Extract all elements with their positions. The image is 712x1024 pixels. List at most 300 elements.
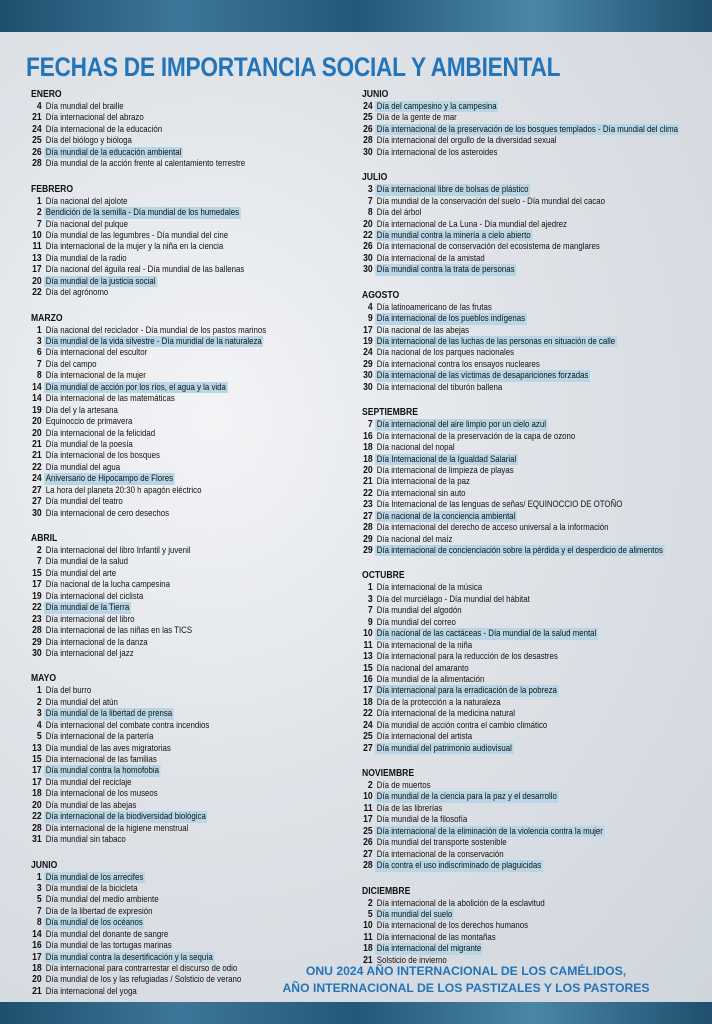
highlighted-date-entry: [31, 382, 391, 393]
date-entry: [362, 731, 712, 742]
month-block: [31, 672, 391, 845]
highlighted-date-entry: [31, 473, 391, 484]
date-entry: [31, 637, 391, 648]
entry-name: Día internacional de la eliminación de la violencia contra la mujer: [376, 825, 603, 837]
entry-day: 7: [36, 555, 42, 568]
entry-day: 11: [363, 638, 373, 651]
month-block: [31, 532, 391, 659]
date-entry: [362, 347, 712, 358]
date-entry: [31, 906, 391, 917]
date-entry: [31, 894, 391, 905]
entry-day: 11: [363, 801, 373, 814]
footer-note: [256, 963, 676, 997]
entry-name: Día mundial contra la desertificación y la sequía: [45, 951, 213, 963]
top-decorative-band: [0, 0, 712, 32]
entry-day: 19: [32, 403, 42, 416]
entry-day: 15: [32, 753, 42, 765]
date-entry: [31, 929, 391, 940]
entry-day: 14: [32, 392, 42, 405]
entry-day: 4: [36, 718, 42, 731]
entry-day: 17: [32, 764, 42, 777]
month-heading: ABRIL: [31, 532, 58, 544]
entry-day: 7: [367, 604, 373, 617]
entry-name: Día del campo: [45, 358, 97, 370]
entry-day: 20: [32, 415, 42, 428]
entry-day: 27: [363, 847, 373, 860]
date-entry: [362, 442, 712, 453]
highlighted-date-entry: [31, 765, 391, 776]
date-entry: [31, 347, 391, 358]
entry-day: 17: [363, 323, 373, 336]
highlighted-date-entry: [362, 511, 712, 522]
entry-name: Día mundial de acción contra el cambio climático: [376, 719, 548, 731]
entry-day: 10: [363, 919, 373, 932]
entry-day: 27: [363, 509, 373, 522]
entry-name: Día internacional de la preservación de los bosques templados - Día mundial del clima: [376, 123, 679, 135]
highlighted-date-entry: [362, 454, 712, 465]
entry-day: 22: [32, 460, 42, 473]
date-entry: [31, 743, 391, 754]
entry-day: 1: [36, 323, 42, 336]
entry-day: 7: [367, 418, 373, 431]
date-entry: [362, 196, 712, 207]
date-entry: [31, 485, 391, 496]
entry-day: 27: [32, 495, 42, 508]
month-block: [362, 885, 712, 967]
date-entry: [362, 780, 712, 791]
entry-name: Día nacional del nopal: [376, 442, 455, 454]
date-entry: [31, 625, 391, 636]
date-entry: [362, 382, 712, 393]
entry-name: Día internacional del jazz: [45, 647, 134, 659]
date-entry: [362, 219, 712, 230]
entry-day: 8: [36, 916, 42, 929]
highlighted-date-entry: [31, 336, 391, 347]
entry-day: 26: [363, 122, 373, 135]
entry-day: 1: [367, 581, 373, 594]
date-entry: [31, 124, 391, 135]
entry-day: 18: [32, 962, 42, 974]
date-entry: [362, 302, 712, 313]
entry-name: Bendición de la semilla - Día mundial de los humedales: [45, 207, 240, 219]
entry-day: 26: [363, 836, 373, 849]
entry-name: Día internacional de la biodiversidad biológica: [45, 811, 206, 823]
entry-name: Día latinoamericano de las frutas: [376, 301, 492, 313]
entry-day: 10: [32, 228, 42, 241]
date-entry: [362, 476, 712, 487]
highlighted-date-entry: [362, 628, 712, 639]
bottom-decorative-band: [0, 1002, 712, 1024]
highlighted-date-entry: [31, 708, 391, 719]
entry-day: 8: [367, 206, 373, 219]
date-entry: [362, 617, 712, 628]
month-block: [31, 183, 391, 299]
date-entry: [31, 545, 391, 556]
entry-day: 17: [32, 950, 42, 963]
date-entry: [362, 135, 712, 146]
entry-name: Día internacional del migrante: [376, 943, 482, 955]
entry-name: Día mundial contra la homofobia: [45, 765, 160, 777]
entry-day: 18: [363, 452, 373, 465]
entry-name: Día mundial de la bicicleta: [45, 882, 138, 894]
entry-name: Día internacional de los pueblos indígenas: [376, 313, 526, 325]
entry-name: Solsticio de invierno: [376, 954, 447, 966]
entry-day: 24: [32, 122, 42, 135]
month-heading: MARZO: [31, 311, 63, 324]
entry-name: Día internacional de La Luna - Día mundial del ajedrez: [376, 218, 567, 230]
entry-name: Día nacional de las abejas: [376, 324, 470, 336]
entry-name: Día nacional del reciclador - Día mundial de los pastos marinos: [45, 324, 267, 336]
entry-day: 30: [32, 506, 42, 519]
entry-day: 20: [363, 217, 373, 230]
entry-day: 20: [32, 973, 42, 986]
entry-day: 24: [32, 472, 42, 485]
entry-day: 30: [363, 145, 373, 158]
date-entry: [31, 405, 391, 416]
month-block: [362, 289, 712, 394]
entry-name: Día mundial de los océanos: [45, 917, 143, 929]
entry-name: Día mundial del suelo: [376, 908, 453, 920]
month-block: [362, 171, 712, 276]
entry-day: 22: [32, 810, 42, 823]
entry-name: Día internacional de la conservación: [376, 848, 504, 860]
entry-day: 7: [36, 217, 42, 230]
month-block: [362, 88, 712, 158]
entry-name: Día mundial de la salud: [45, 556, 128, 568]
entry-day: 30: [32, 646, 42, 659]
entry-day: 2: [36, 695, 42, 708]
entry-day: 21: [32, 111, 42, 124]
date-entry: [31, 940, 391, 951]
entry-name: Día internacional de la preservación de la capa de ozono: [376, 430, 576, 442]
entry-name: Día internacional de las montañas: [376, 931, 496, 943]
entry-name: Día mundial de las abejas: [45, 799, 137, 811]
highlighted-date-entry: [31, 207, 391, 218]
entry-day: 22: [32, 601, 42, 614]
entry-day: 22: [363, 486, 373, 499]
entry-name: Día internacional del libro: [45, 613, 135, 625]
entry-day: 28: [32, 624, 42, 637]
entry-name: Día internacional de la paz: [376, 476, 470, 488]
entry-name: Día internacional de la música: [376, 582, 483, 594]
date-entry: [362, 431, 712, 442]
entry-name: Día mundial de las legumbres - Día mundial del cine: [45, 229, 229, 241]
entry-day: 4: [36, 100, 42, 112]
entry-name: Día internacional de la niña: [376, 639, 473, 651]
entry-day: 1: [36, 870, 42, 883]
entry-name: Día mundial del arte: [45, 567, 117, 579]
highlighted-date-entry: [31, 872, 391, 883]
entry-name: Día contra el uso indiscriminado de plaguicidas: [376, 860, 542, 872]
entry-name: Día internacional contra los ensayos nucleares: [376, 358, 540, 370]
entry-name: Día internacional de la higiene menstrual: [45, 822, 189, 834]
entry-name: Día mundial de las tortugas marinas: [45, 940, 172, 952]
entry-name: Día mundial del algodón: [376, 605, 462, 617]
entry-name: La hora del planeta 20:30 h apagón eléctrico: [45, 484, 202, 496]
date-entry: [362, 241, 712, 252]
entry-day: 13: [32, 741, 42, 754]
entry-day: 27: [363, 741, 373, 754]
entry-day: 28: [363, 859, 373, 872]
highlighted-date-entry: [362, 685, 712, 696]
entry-name: Día internacional del libro Infantil y juvenil: [45, 545, 191, 556]
date-entry: [31, 754, 391, 765]
entry-name: Día nacional del ajolote: [45, 195, 128, 207]
entry-name: Día internacional del derecho de acceso universal a la información: [376, 522, 609, 534]
entry-day: 17: [32, 775, 42, 788]
date-entry: [31, 253, 391, 264]
date-entry: [362, 112, 712, 123]
entry-day: 17: [363, 684, 373, 697]
entry-name: Día nacional del amaranto: [376, 662, 469, 674]
highlighted-date-entry: [362, 370, 712, 381]
entry-name: Día mundial contra la minería a cielo abierto: [376, 229, 531, 241]
entry-day: 10: [363, 790, 373, 803]
entry-name: Día mundial de la filosofía: [376, 814, 468, 826]
date-entry: [31, 219, 391, 230]
date-entry: [362, 814, 712, 825]
entry-day: 2: [367, 896, 373, 909]
entry-name: Día internacional de los asteroides: [376, 146, 498, 158]
date-entry: [362, 674, 712, 685]
date-entry: [31, 834, 391, 845]
highlighted-date-entry: [31, 917, 391, 928]
date-entry: [362, 582, 712, 593]
date-entry: [362, 920, 712, 931]
entry-day: 9: [367, 312, 373, 325]
entry-day: 30: [363, 369, 373, 382]
entry-day: 16: [363, 672, 373, 685]
date-entry: [31, 788, 391, 799]
entry-day: 27: [32, 483, 42, 496]
date-entry: [31, 579, 391, 590]
entry-name: Día nacional del maíz: [376, 533, 453, 545]
entry-name: Día internacional de la danza: [45, 636, 148, 648]
entry-name: Día internacional de las luchas de las personas en situación de calle: [376, 336, 616, 347]
entry-name: Día internacional de la educación: [45, 123, 163, 135]
entry-day: 21: [363, 953, 373, 966]
entry-day: 7: [36, 357, 42, 370]
entry-name: Día internacional del yoga: [45, 985, 137, 997]
date-entry: [31, 883, 391, 894]
entry-name: Día del y la artesana: [45, 404, 118, 416]
entry-day: 5: [36, 730, 42, 743]
footer-line-1: ONU 2024 AÑO INTERNACIONAL DE LOS CAMÉLIDOS,: [305, 964, 627, 978]
entry-name: Día mundial de la conservación del suelo - Día mundial del cacao: [376, 195, 606, 207]
entry-name: Día nacional del águila real - Día mundial de las ballenas: [45, 264, 245, 276]
entry-name: Día mundial de la justicia social: [45, 275, 156, 287]
entry-day: 21: [363, 475, 373, 488]
highlighted-date-entry: [31, 811, 391, 822]
entry-day: 1: [36, 194, 42, 207]
entry-name: Día mundial de la ciencia para la paz y el desarrollo: [376, 791, 557, 803]
entry-name: Día mundial contra la trata de personas: [376, 264, 515, 276]
entry-day: 4: [367, 300, 373, 313]
entry-day: 28: [363, 521, 373, 534]
date-entry: [31, 556, 391, 567]
entry-name: Día mundial de las aves migratorias: [45, 742, 171, 754]
highlighted-date-entry: [362, 860, 712, 871]
entry-name: Día Internacional de las lenguas de señas/ EQUINOCCIO DE OTOÑO: [376, 499, 623, 511]
entry-day: 30: [363, 251, 373, 264]
entry-name: Día internacional de concienciación sobre la pérdida y el desperdicio de alimentos: [376, 545, 663, 556]
date-entry: [31, 135, 391, 146]
entry-day: 14: [32, 380, 42, 393]
highlighted-date-entry: [362, 419, 712, 430]
date-entry: [31, 614, 391, 625]
month-block: [31, 312, 391, 519]
entry-day: 26: [32, 145, 42, 158]
entry-day: 22: [32, 286, 42, 299]
date-entry: [31, 800, 391, 811]
date-entry: [362, 488, 712, 499]
entry-name: Día mundial de la vida silvestre - Día mundial de la naturaleza: [45, 336, 262, 347]
entry-day: 19: [32, 589, 42, 602]
entry-name: Día de la gente de mar: [376, 112, 457, 124]
date-entry: [362, 932, 712, 943]
date-entry: [31, 568, 391, 579]
entry-day: 15: [363, 661, 373, 674]
entry-name: Día mundial de la acción frente al calentamiento terrestre: [45, 158, 246, 170]
entry-day: 21: [32, 449, 42, 462]
entry-day: 22: [363, 228, 373, 241]
month-heading: SEPTIEMBRE: [362, 406, 418, 419]
entry-name: Día internacional de la mujer y la niña en la ciencia: [45, 241, 224, 253]
entry-name: Día internacional de los museos: [45, 788, 158, 800]
entry-day: 13: [32, 251, 42, 264]
month-heading: JUNIO: [362, 88, 389, 100]
date-entry: [362, 147, 712, 158]
month-block: [362, 406, 712, 556]
date-entry: [31, 241, 391, 252]
month-block: [362, 767, 712, 872]
entry-day: 30: [363, 263, 373, 276]
entry-day: 7: [367, 194, 373, 207]
date-entry: [362, 465, 712, 476]
date-entry: [31, 648, 391, 659]
entry-name: Día mundial del agua: [45, 461, 121, 473]
entry-name: Día internacional libre de bolsas de plástico: [376, 184, 529, 196]
entry-name: Día del burro: [45, 685, 92, 697]
entry-day: 20: [363, 463, 373, 476]
entry-name: Día del campesino y la campesina: [376, 101, 497, 112]
entry-name: Día del árbol: [376, 207, 422, 219]
date-entry: [31, 287, 391, 298]
entry-day: 25: [363, 824, 373, 837]
date-entry: [362, 325, 712, 336]
entry-name: Día mundial de la Tierra: [45, 602, 130, 614]
month-heading: MAYO: [31, 672, 57, 685]
entry-day: 13: [363, 650, 373, 663]
entry-day: 3: [367, 183, 373, 196]
date-entry: [31, 325, 391, 336]
entry-day: 30: [363, 380, 373, 393]
highlighted-date-entry: [31, 147, 391, 158]
highlighted-date-entry: [362, 743, 712, 754]
entry-day: 23: [32, 612, 42, 625]
entry-day: 23: [363, 498, 373, 511]
entry-day: 26: [363, 240, 373, 253]
date-entry: [362, 499, 712, 510]
date-entry: [362, 534, 712, 545]
highlighted-date-entry: [362, 230, 712, 241]
date-entry: [362, 522, 712, 533]
date-entry: [362, 720, 712, 731]
entry-name: Día internacional de la abolición de la esclavitud: [376, 897, 545, 909]
month-heading: FEBRERO: [31, 182, 74, 195]
date-entry: [362, 697, 712, 708]
date-entry: [362, 898, 712, 909]
month-heading: OCTUBRE: [362, 569, 405, 582]
highlighted-date-entry: [31, 952, 391, 963]
entry-name: Día mundial del transporte sostenible: [376, 837, 507, 849]
entry-day: 18: [363, 441, 373, 454]
month-heading: JUNIO: [31, 858, 58, 871]
entry-name: Día mundial del reciclaje: [45, 776, 132, 788]
entry-name: Día mundial de la radio: [45, 252, 127, 264]
entry-day: 20: [32, 274, 42, 287]
date-entry: [362, 640, 712, 651]
month-heading: DICIEMBRE: [362, 884, 411, 897]
entry-day: 5: [36, 893, 42, 906]
date-entry: [31, 264, 391, 275]
entry-day: 5: [367, 907, 373, 920]
entry-day: 21: [32, 437, 42, 450]
date-entry: [31, 450, 391, 461]
date-entry: [362, 803, 712, 814]
highlighted-date-entry: [362, 826, 712, 837]
date-entry: [362, 849, 712, 860]
highlighted-date-entry: [362, 124, 712, 135]
entry-name: Día internacional de cero desechos: [45, 507, 170, 519]
entry-name: Día mundial de la poesía: [45, 438, 133, 450]
entry-name: Día mundial de la educación ambiental: [45, 146, 182, 158]
entry-name: Día internacional de la medicina natural: [376, 708, 515, 720]
month-block: [362, 569, 712, 754]
entry-name: Día internacional de las víctimas de desapariciones forzadas: [376, 370, 589, 382]
date-entry: [31, 196, 391, 207]
entry-name: Día internacional de conservación del ecosistema de manglares: [376, 241, 600, 253]
entry-day: 24: [363, 100, 373, 112]
entry-name: Día internacional del aire limpio por un cielo azul: [376, 419, 547, 431]
date-entry: [362, 253, 712, 264]
entry-name: Día mundial del donante de sangre: [45, 928, 169, 940]
date-entry: [362, 708, 712, 719]
entry-name: Día mundial de la libertad de prensa: [45, 708, 173, 720]
entry-name: Día de la protección a la naturaleza: [376, 696, 501, 708]
highlighted-date-entry: [362, 313, 712, 324]
entry-day: 17: [32, 263, 42, 276]
entry-name: Día internacional de las niñas en las TICS: [45, 625, 193, 637]
entry-day: 25: [363, 111, 373, 124]
entry-day: 10: [363, 627, 373, 640]
entry-day: 19: [363, 335, 373, 347]
date-entry: [362, 663, 712, 674]
date-entry: [362, 651, 712, 662]
date-entry: [362, 605, 712, 616]
right-column: [362, 88, 712, 979]
entry-name: Día internacional para la erradicación de la pobreza: [376, 685, 557, 697]
highlighted-date-entry: [362, 909, 712, 920]
entry-name: Día del agrónomo: [45, 287, 109, 299]
entry-day: 7: [36, 904, 42, 917]
month-heading: AGOSTO: [362, 288, 400, 301]
highlighted-date-entry: [362, 336, 712, 347]
entry-name: Día del murciélago - Día mundial del hábitat: [376, 593, 530, 605]
entry-day: 28: [363, 134, 373, 147]
entry-name: Día del biólogo y bióloga: [45, 135, 132, 147]
entry-name: Día internacional sin auto: [376, 487, 466, 499]
